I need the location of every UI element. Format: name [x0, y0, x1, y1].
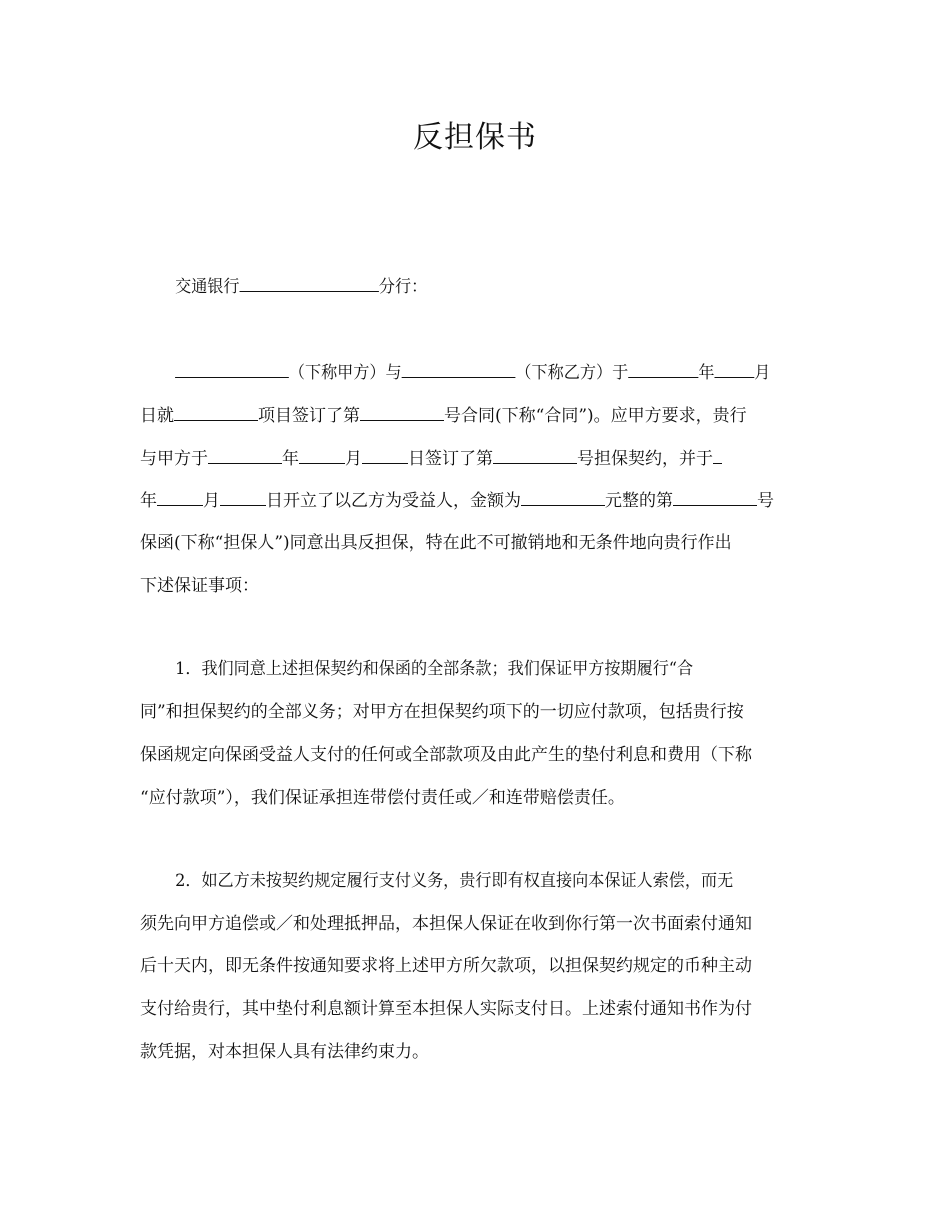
p1-text: 月 — [754, 363, 771, 383]
p1-text: 号合同(下称“合同”)。应甲方要求，贵行 — [444, 406, 747, 426]
contract-no-blank[interactable] — [360, 405, 444, 421]
p1-text: 年 — [282, 449, 299, 469]
p1-text: 年 — [140, 491, 157, 511]
p1-text: 与甲方于 — [140, 449, 208, 469]
document-title: 反担保书 — [413, 120, 537, 155]
p1-line-4 — [140, 490, 820, 512]
bank-name: 交通银行 — [175, 277, 240, 297]
party-a-blank[interactable] — [175, 362, 289, 378]
p1-text: （下称甲方）与 — [288, 363, 402, 383]
clause-2-line-4: 支付给贵行，其中垫付利息额计算至本担保人实际支付日。上述索付通知书作为付 — [140, 999, 752, 1019]
amount-blank[interactable] — [521, 490, 605, 506]
salutation-line — [140, 276, 820, 298]
p1-text: （下称乙方）于 — [515, 363, 629, 383]
clause-1-line-2: 同”和担保契约的全部义务；对甲方在担保契约项下的一切应付款项，包括贵行按 — [140, 702, 744, 722]
clause-2-line-1: 2．如乙方未按契约规定履行支付义务，贵行即有权直接向本保证人索偿，而无 — [175, 871, 734, 891]
p1-text: 年 — [698, 363, 715, 383]
p1-line-1 — [140, 362, 820, 384]
branch-blank[interactable] — [240, 276, 379, 292]
clause-1-line-3: 保函规定向保函受益人支付的任何或全部款项及由此产生的垫付利息和费用（下称 — [140, 745, 752, 765]
letter-no-blank[interactable] — [673, 490, 757, 506]
day-blank[interactable] — [362, 448, 408, 464]
p1-text: 月 — [203, 491, 220, 511]
clause-2-line-3: 后十天内，即无条件按通知要求将上述甲方所欠款项，以担保契约规定的币种主动 — [140, 956, 752, 976]
party-b-blank[interactable] — [402, 362, 516, 378]
p1-text: 号 — [757, 491, 774, 511]
branch-label: 分行： — [378, 277, 428, 297]
p1-text: 月 — [345, 449, 362, 469]
p1-text: 元整的第 — [605, 491, 673, 511]
clause-1-line-1: 1．我们同意上述担保契约和保函的全部条款；我们保证甲方按期履行“合 — [175, 659, 694, 679]
year-blank-short[interactable] — [713, 448, 722, 464]
guarantee-contract-no-blank[interactable] — [493, 448, 577, 464]
p1-text: 项目签订了第 — [258, 406, 360, 426]
p1-text: 号担保契约，并于 — [577, 449, 713, 469]
project-blank[interactable] — [174, 405, 258, 421]
month-blank[interactable] — [299, 448, 345, 464]
p1-text: 日就 — [140, 406, 174, 426]
month-blank[interactable] — [714, 362, 754, 378]
p1-text: 日签订了第 — [408, 449, 493, 469]
month-blank[interactable] — [157, 490, 203, 506]
day-blank[interactable] — [220, 490, 266, 506]
p1-line-3 — [140, 448, 820, 470]
clause-2-line-2: 须先向甲方追偿或／和处理抵押品，本担保人保证在收到你行第一次书面索付通知 — [140, 914, 752, 934]
p1-line-2 — [140, 405, 820, 427]
p1-line-5: 保函(下称“担保人”)同意出具反担保，特在此不可撤销地和无条件地向贵行作出 — [140, 533, 732, 553]
clause-1-line-4: “应付款项”），我们保证承担连带偿付责任或／和连带赔偿责任。 — [140, 788, 625, 808]
p1-line-6: 下述保证事项： — [140, 576, 259, 596]
year-blank[interactable] — [208, 448, 282, 464]
year-blank[interactable] — [628, 362, 698, 378]
clause-2-line-5: 款凭据，对本担保人具有法律约束力。 — [140, 1042, 429, 1062]
p1-text: 日开立了以乙方为受益人，金额为 — [266, 491, 521, 511]
